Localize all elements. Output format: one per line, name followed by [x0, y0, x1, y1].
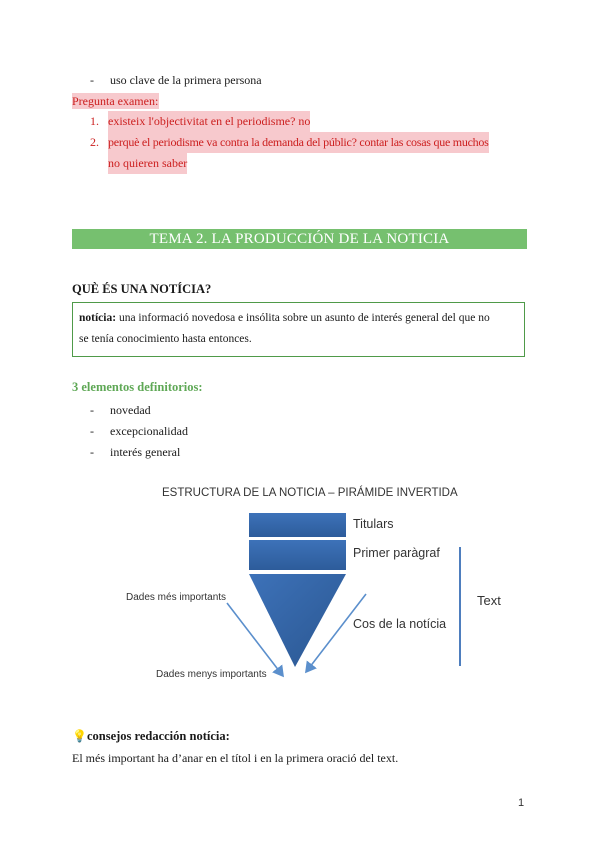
definition-text: una informació novedosa e insólita sobre un asunto de interés general del que no — [116, 312, 490, 324]
page-number: 1 — [518, 797, 525, 809]
definition-term: notícia: — [79, 312, 117, 324]
tips-heading-row — [72, 729, 230, 744]
diagram-title: ESTRUCTURA DE LA NOTICIA – PIRÁMIDE INVERTIDA — [162, 487, 458, 499]
tips-heading: consejos redacción notícia: — [86, 729, 230, 743]
section-heading: QUÈ ÉS UNA NOTÍCIA? — [72, 282, 212, 296]
cos-noticia-triangle — [249, 574, 346, 667]
element-text: excepcionalidad — [110, 424, 188, 438]
bullet-dash: - — [90, 424, 94, 438]
bullet-dash: - — [90, 445, 94, 459]
primer-paragraf-label: Primer paràgraf — [353, 546, 440, 560]
element-text: interés general — [110, 445, 181, 459]
cos-noticia-label: Cos de la notícia — [353, 617, 447, 631]
bullet-text: uso clave de la primera persona — [110, 73, 262, 87]
tips-text: El més important ha d’anar en el títol i en la primera oració del text. — [72, 751, 399, 765]
exam-item-text: existeix l'objectivitat en el periodisme? no — [108, 111, 310, 132]
primer-paragraf-block — [249, 540, 346, 570]
element-text: novedad — [110, 403, 151, 417]
bullet-dash: - — [90, 73, 94, 87]
dades-menys-label: Dades menys importants — [156, 669, 267, 680]
section-banner: TEMA 2. LA PRODUCCIÓN DE LA NOTICIA — [72, 229, 527, 249]
exam-item-text-line2: no quieren saber — [108, 153, 187, 174]
exam-item-text-line1: perquè el periodisme va contra la demanda del públic? contar las cosas que muchos — [108, 132, 489, 153]
lightbulb-icon: 💡 — [72, 729, 87, 743]
exam-item-number: 2. — [90, 135, 99, 149]
dades-mes-label: Dades més importants — [126, 592, 227, 603]
titulars-block — [249, 513, 346, 537]
text-label: Text — [477, 593, 501, 608]
elements-heading: 3 elementos definitorios: — [72, 380, 203, 394]
definition-line2: se tenía conocimiento hasta entonces. — [79, 333, 252, 345]
exam-label: Pregunta examen: — [72, 94, 159, 108]
exam-item-number: 1. — [90, 114, 99, 128]
bullet-dash: - — [90, 403, 94, 417]
titulars-label: Titulars — [353, 517, 394, 531]
